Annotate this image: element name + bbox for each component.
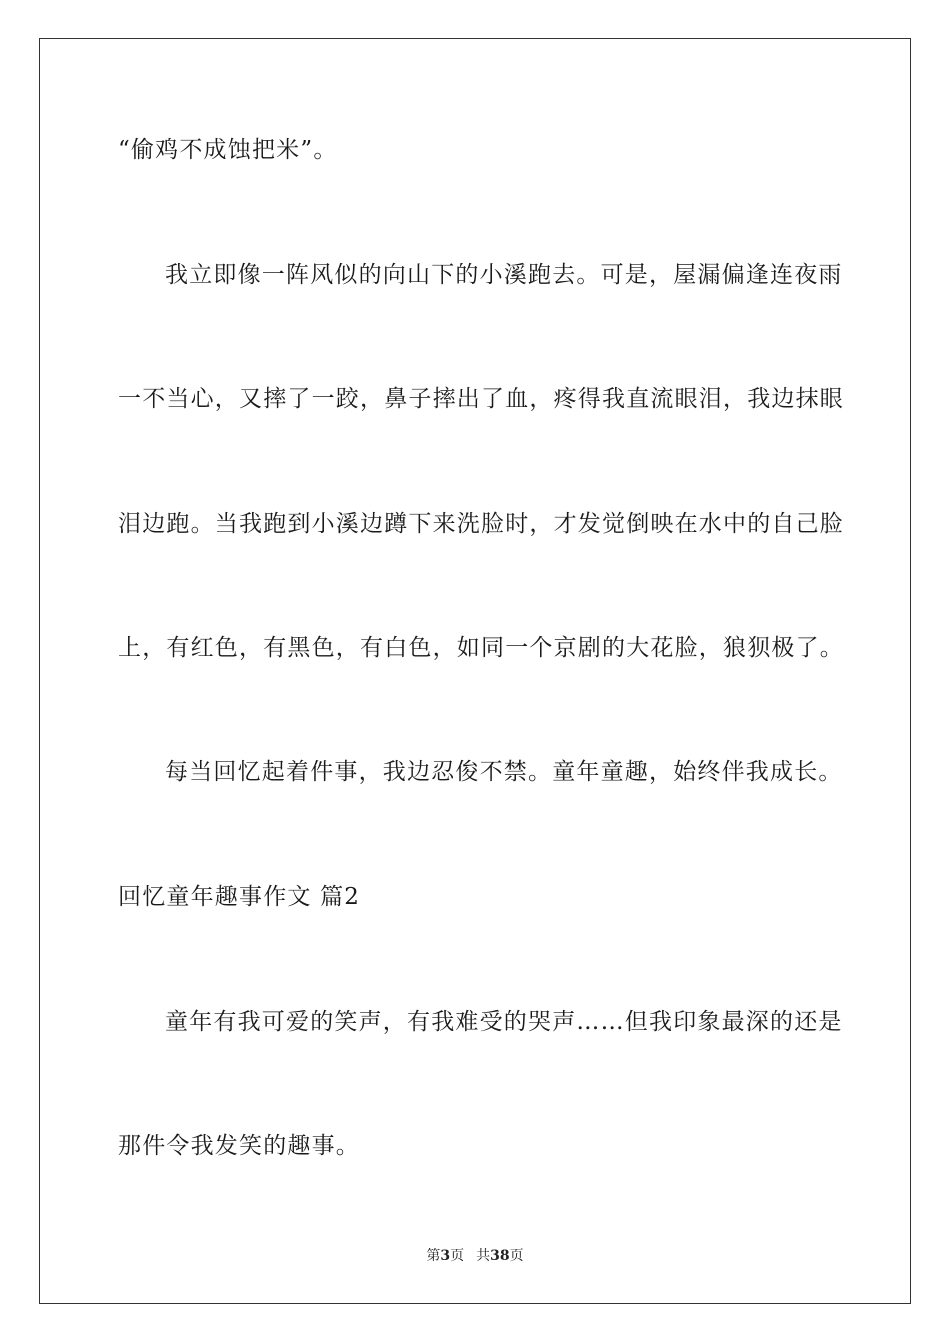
- page-prefix: 第: [426, 1248, 441, 1264]
- text-line: 一不当心，又摔了一跤，鼻子摔出了血，疼得我直流眼泪，我边抹眼: [118, 386, 844, 412]
- total-pages: 38: [490, 1248, 510, 1264]
- page-number: 3: [440, 1248, 451, 1264]
- page-border: [39, 38, 911, 1304]
- total-suffix: 页: [509, 1248, 524, 1264]
- text-line: 泪边跑。当我跑到小溪边蹲下来洗脸时，才发觉倒映在水中的自己脸: [118, 511, 844, 537]
- paragraph-start: 童年有我可爱的笑声，有我难受的哭声……但我印象最深的还是: [165, 1009, 843, 1035]
- page-suffix: 页: [450, 1248, 465, 1264]
- total-prefix: 共: [476, 1248, 491, 1264]
- text-line: 上，有红色，有黑色，有白色，如同一个京剧的大花脸，狼狈极了。: [118, 635, 844, 661]
- text-line: 那件令我发笑的趣事。: [118, 1133, 360, 1159]
- paragraph-start: 我立即像一阵风似的向山下的小溪跑去。可是，屋漏偏逢连夜雨: [165, 262, 843, 288]
- section-heading: 回忆童年趣事作文 篇2: [118, 884, 361, 910]
- text-line: “偷鸡不成蚀把米”。: [118, 137, 338, 163]
- page-footer: [0, 1246, 950, 1266]
- paragraph-start: 每当回忆起着件事，我边忍俊不禁。童年童趣，始终伴我成长。: [165, 759, 843, 785]
